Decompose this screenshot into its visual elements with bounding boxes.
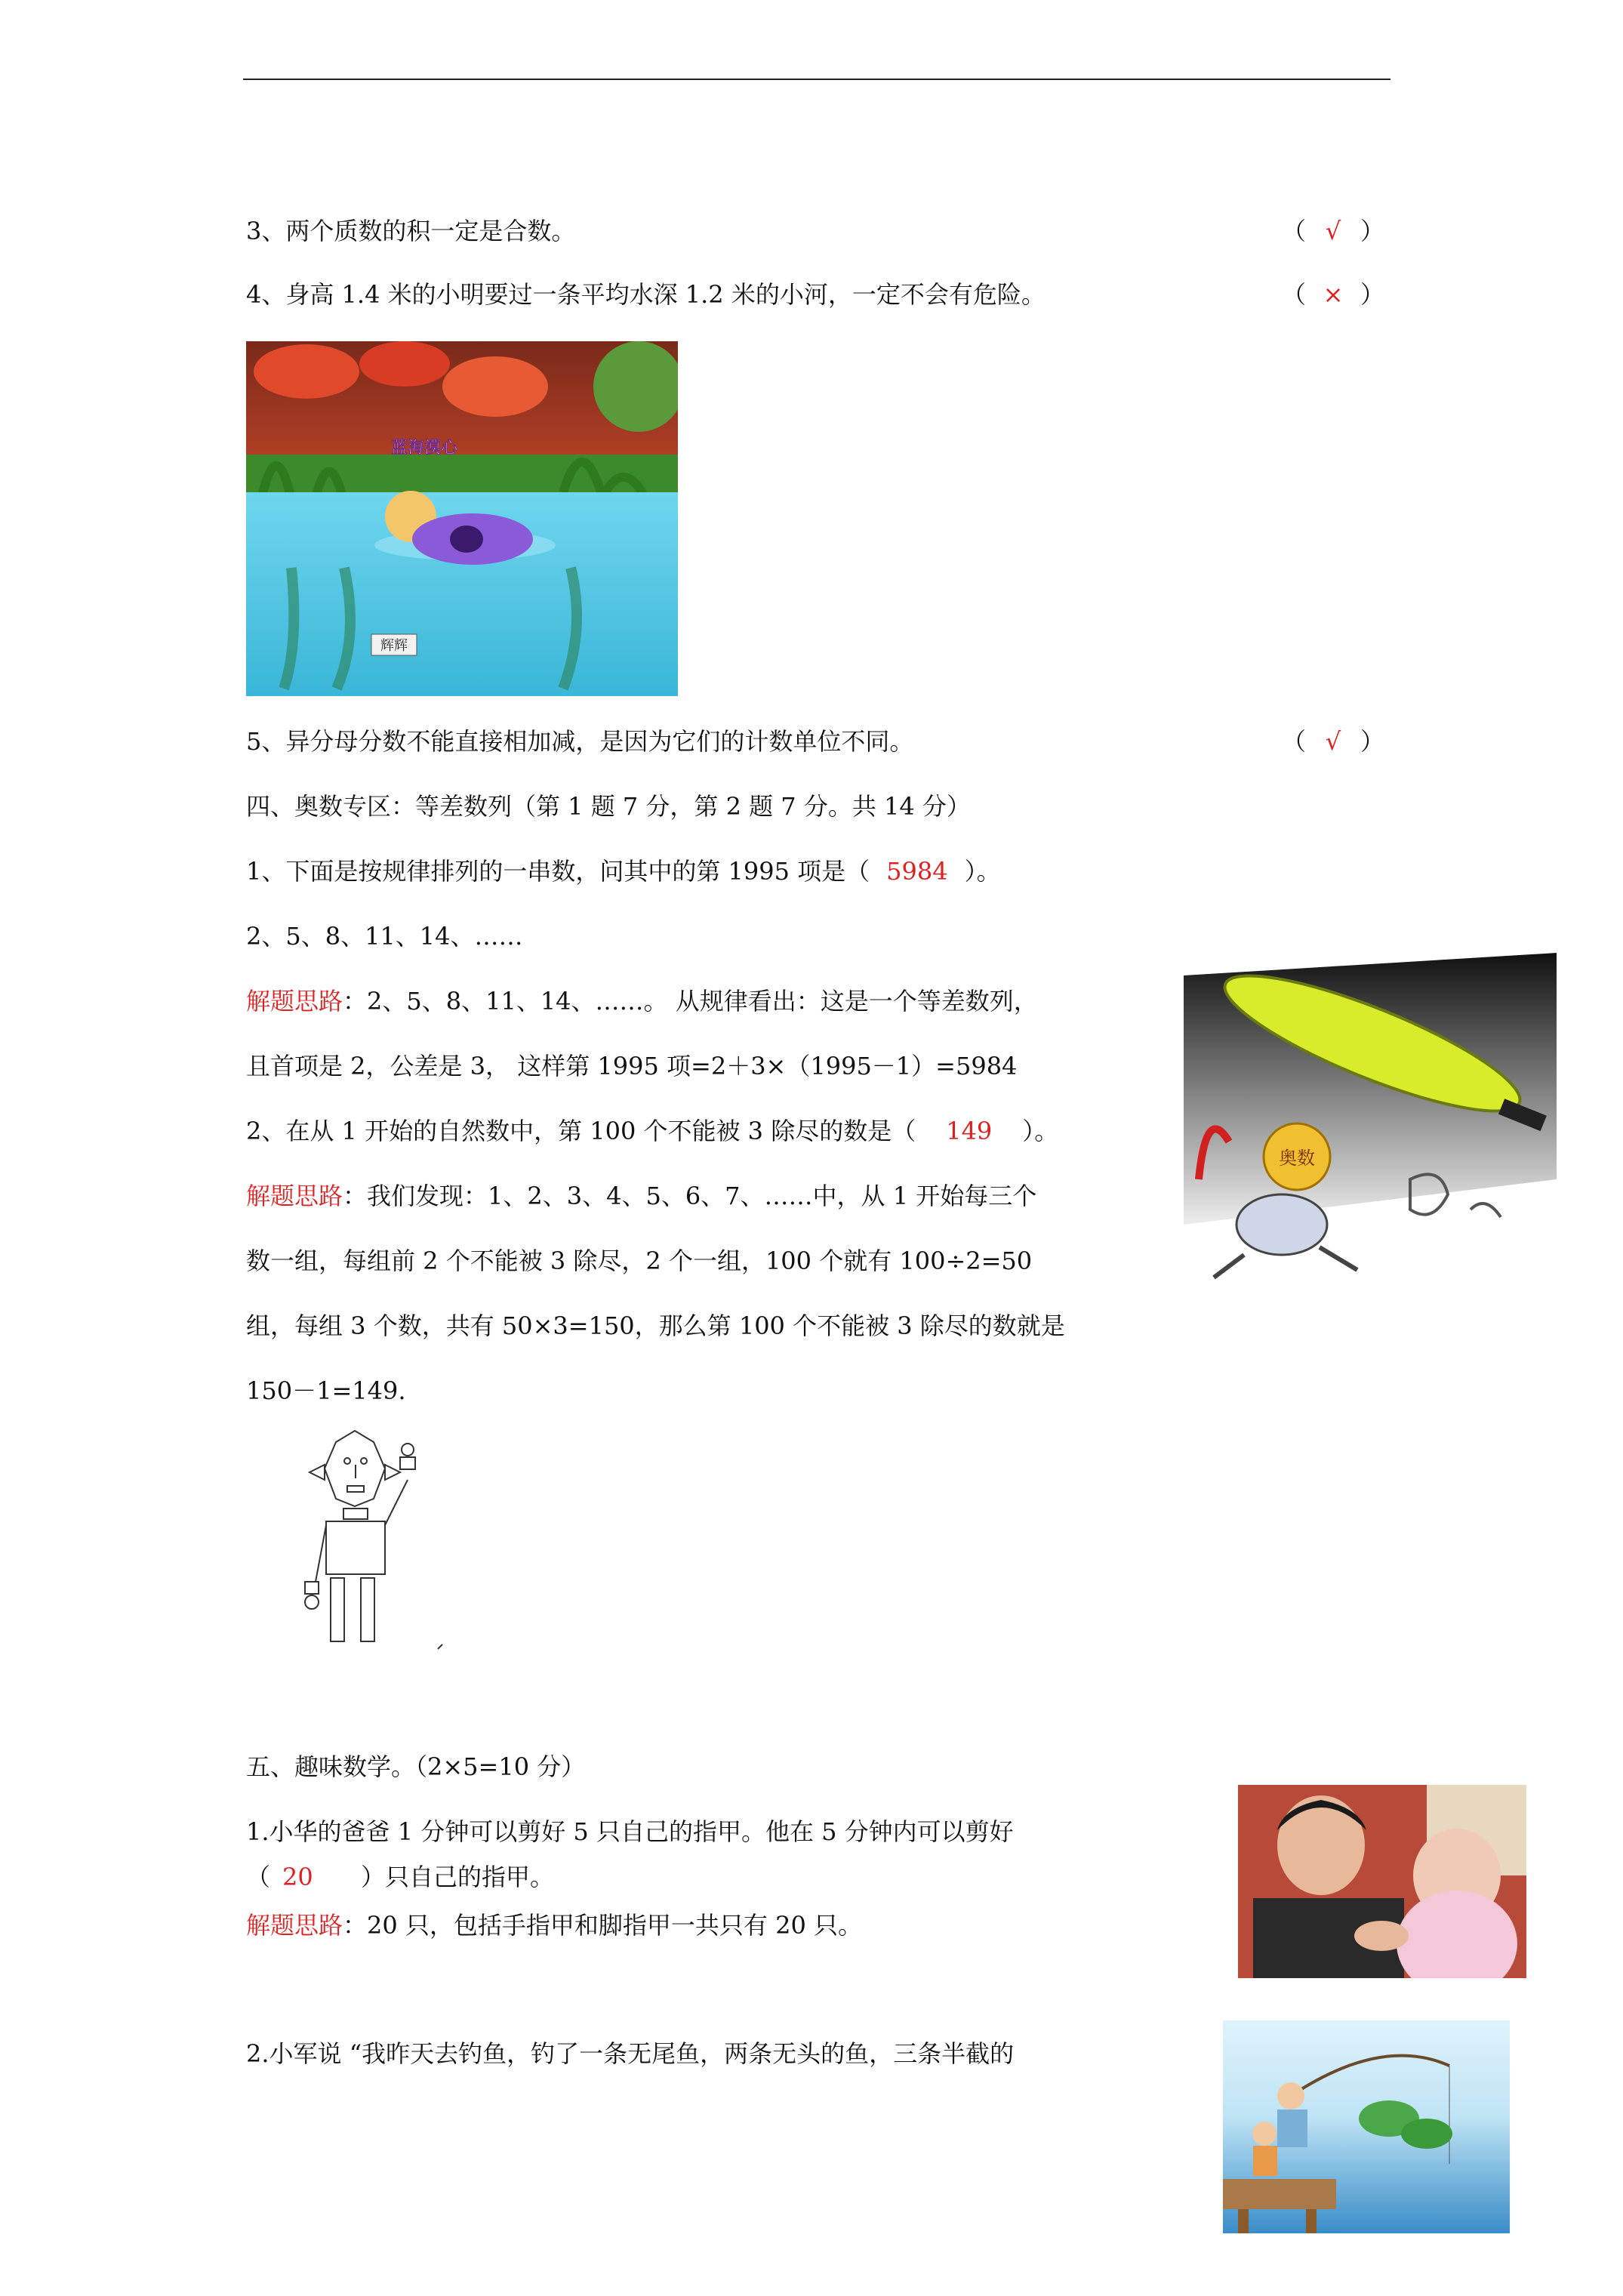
fishing-illustration bbox=[1223, 2020, 1510, 2233]
section-4-problem-1: 1、下面是按规律排列的一串数，问其中的第 1995 项是（ 5984 ）。 bbox=[246, 857, 1001, 886]
answer-bracket-3: （ √ ） bbox=[1282, 214, 1384, 248]
hint-label: 解题思路 bbox=[246, 1182, 343, 1210]
answer-bracket-5: （ √ ） bbox=[1282, 725, 1384, 758]
section-5-title: 五、趣味数学。（2×5=10 分） bbox=[246, 1752, 586, 1781]
hint-2-line-4: 150－1=149. bbox=[246, 1376, 406, 1405]
problem-1-answer: 5984 bbox=[886, 857, 948, 886]
section-4-title: 四、奥数专区：等差数列（第 1 题 7 分，第 2 题 7 分。共 14 分） bbox=[246, 792, 971, 821]
father-baby-illustration bbox=[1238, 1785, 1526, 1978]
father-baby-photo bbox=[1238, 1785, 1526, 1978]
section-5-question-2: 2.小军说 “我昨天去钓鱼，钓了一条无尾鱼，两条无头的鱼，三条半截的 bbox=[246, 2039, 1015, 2068]
fishing-picture bbox=[1223, 2020, 1510, 2233]
image-caption-bottom: 辉辉 bbox=[380, 638, 408, 654]
answer-mark-4: × bbox=[1323, 280, 1344, 309]
robot-line-art bbox=[294, 1419, 491, 1661]
answer-bracket-4: （ × ） bbox=[1282, 278, 1384, 311]
robot-drawing bbox=[294, 1419, 491, 1661]
section-5-question-1-line-2: （ 20 ）只自己的指甲。 bbox=[246, 1860, 554, 1894]
section-4-problem-2: 2、在从 1 开始的自然数中，第 100 个不能被 3 除尽的数是（ 149 ）。 bbox=[246, 1117, 1059, 1145]
river-cartoon-illustration bbox=[246, 341, 678, 696]
river-cartoon-image bbox=[246, 341, 678, 696]
hint-2-line-1: 解题思路：我们发现：1、2、3、4、5、6、7、……中，从 1 开始每三个 bbox=[246, 1182, 1037, 1210]
answer-mark-3: √ bbox=[1325, 217, 1341, 245]
math-club-cartoon bbox=[1184, 953, 1557, 1285]
hint-label: 解题思路 bbox=[246, 1911, 343, 1940]
header-rule bbox=[243, 79, 1390, 80]
question-1-answer: 20 bbox=[282, 1863, 313, 1891]
cartoon-label: 奥数 bbox=[1279, 1148, 1315, 1169]
hint-1-line-1: 解题思路：2、5、8、11、14、……。 从规律看出：这是一个等差数列， bbox=[246, 987, 1038, 1015]
question-5: 5、异分母分数不能直接相加减，是因为它们的计数单位不同。 bbox=[246, 727, 914, 756]
section-4-sequence: 2、5、8、11、14、…… bbox=[246, 922, 523, 951]
hint-2-line-3: 组，每组 3 个数，共有 50×3=150，那么第 100 个不能被 3 除尽的数就是 bbox=[246, 1311, 1065, 1340]
hint-1-line-2: 且首项是 2，公差是 3， 这样第 1995 项=2＋3×（1995－1）=5984 bbox=[246, 1052, 1018, 1080]
hint-2-line-2: 数一组，每组前 2 个不能被 3 除尽，2 个一组，100 个就有 100÷2=50 bbox=[246, 1247, 1033, 1275]
question-3: 3、两个质数的积一定是合数。 bbox=[246, 217, 576, 245]
image-caption-top: 蓝海漠心 bbox=[390, 439, 458, 458]
section-5-question-1-line-1: 1.小华的爸爸 1 分钟可以剪好 5 只自己的指甲。他在 5 分钟内可以剪好 bbox=[246, 1817, 1014, 1846]
math-club-illustration bbox=[1184, 953, 1557, 1285]
question-4: 4、身高 1.4 米的小明要过一条平均水深 1.2 米的小河，一定不会有危险。 bbox=[246, 280, 1046, 309]
hint-label: 解题思路 bbox=[246, 987, 343, 1015]
problem-2-answer: 149 bbox=[946, 1117, 993, 1145]
section-5-hint-1: 解题思路：20 只，包括手指甲和脚指甲一共只有 20 只。 bbox=[246, 1911, 862, 1940]
answer-mark-5: √ bbox=[1325, 727, 1341, 756]
